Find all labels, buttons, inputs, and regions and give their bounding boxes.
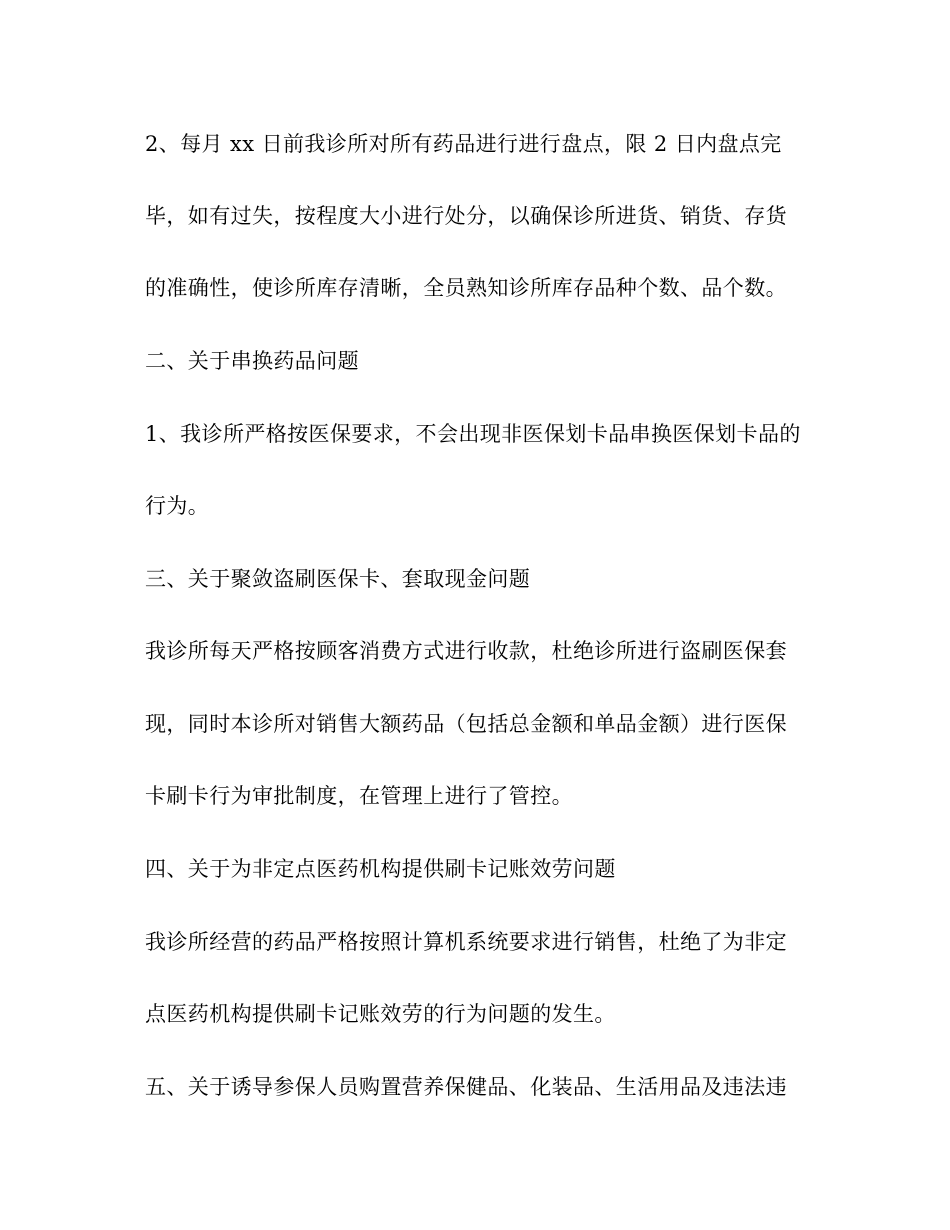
paragraph-line: 的准确性，使诊所库存清晰，全员熟知诊所库存品种个数、品个数。 [145,276,787,300]
section-heading: 四、关于为非定点医药机构提供刷卡记账效劳问题 [145,857,616,881]
paragraph-line: 我诊所经营的药品严格按照计算机系统要求进行销售，杜绝了为非定 [145,930,787,954]
paragraph-line: 卡刷卡行为审批制度，在管理上进行了管控。 [145,784,573,808]
paragraph-line: 我诊所每天严格按顾客消费方式进行收款，杜绝诊所进行盗刷医保套 [145,639,787,663]
section-heading: 二、关于串换药品问题 [145,349,359,373]
paragraph-line: 2、每月 xx 日前我诊所对所有药品进行进行盘点，限 2 日内盘点完 [145,132,782,156]
section-heading: 三、关于聚敛盗刷医保卡、套取现金问题 [145,567,531,591]
section-heading: 五、关于诱导参保人员购置营养保健品、化装品、生活用品及违法违 [145,1075,787,1099]
paragraph-line: 毕，如有过失，按程度大小进行处分，以确保诊所进货、销货、存货 [145,204,787,228]
paragraph-line: 现，同时本诊所对销售大额药品（包括总金额和单品金额）进行医保 [145,712,787,736]
paragraph-line: 点医药机构提供刷卡记账效劳的行为问题的发生。 [145,1002,616,1026]
paragraph-line: 1、我诊所严格按医保要求，不会出现非医保划卡品串换医保划卡品的 [145,422,801,446]
paragraph-line: 行为。 [145,494,210,518]
